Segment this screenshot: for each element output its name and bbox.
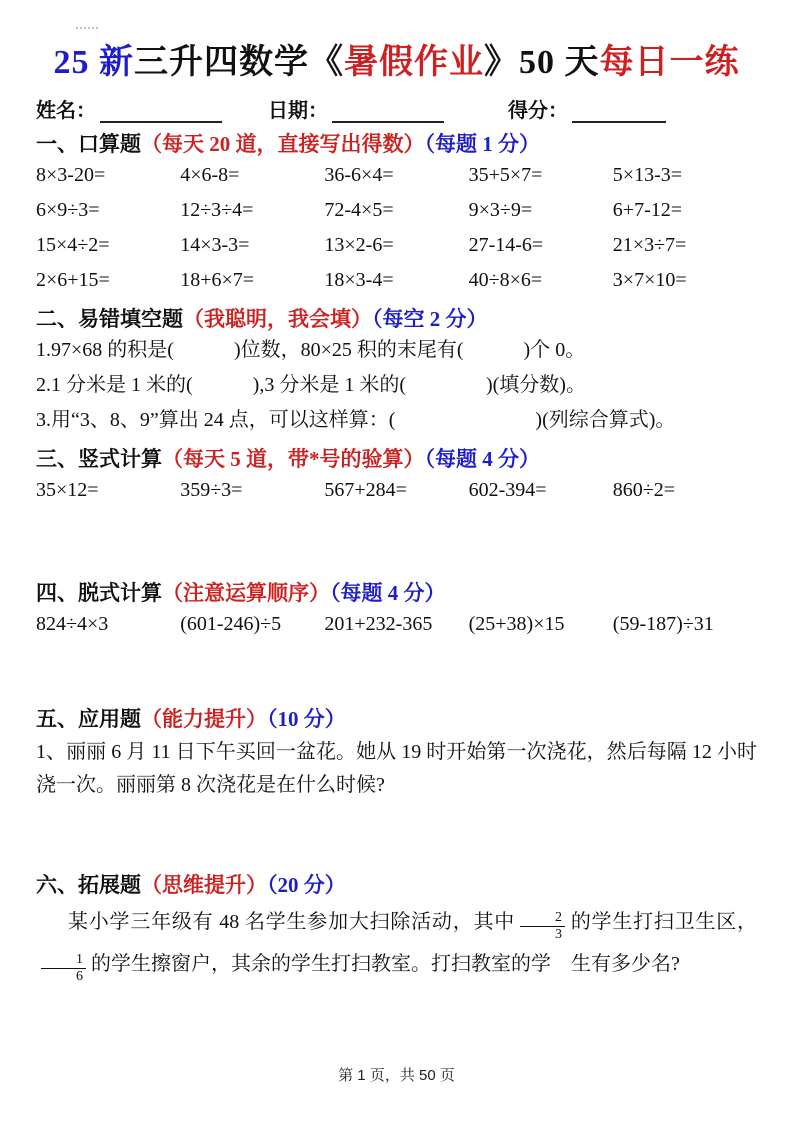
vertical-calc-problem: 602-394= [468, 479, 547, 502]
fraction-one-sixth [41, 953, 86, 985]
step-calc-problem: (25+38)×15 [468, 613, 565, 636]
extension-text-part: 的学生擦窗户，其余的学生打扫教室。打扫教室的学 生有多少名? [91, 953, 680, 976]
oral-problem: 36-6×4= [324, 164, 394, 187]
fill-blank-list [36, 333, 757, 438]
fill-blank-item: 2.1 分米是 1 米的( ),3 分米是 1 米的( )(填分数)。 [36, 374, 586, 397]
oral-problem: 4×6-8= [180, 164, 240, 187]
fraction-numerator: 2 [520, 911, 565, 928]
step-calc-problem: (59-187)÷31 [612, 613, 714, 636]
step-calc-problem: 201+232-365 [324, 613, 433, 636]
section6-note-blue: （20 分） [267, 873, 346, 898]
title-part-grade: 三升四数学《 [134, 44, 344, 81]
oral-problem: 8×3-20= [36, 164, 106, 187]
fraction-denominator: 3 [555, 927, 563, 943]
date-field [268, 94, 444, 123]
fill-blank-item: 3.用“3、8、9”算出 24 点，可以这样算：( )(列综合算式)。 [36, 409, 676, 432]
name-field [36, 94, 222, 123]
word-problem-text: 1、丽丽 6 月 11 日下午买回一盆花。她从 19 时开始第一次浇花，然后每隔 12 小时浇一次。丽丽第 8 次浇花是在什么时候? [36, 741, 757, 797]
section5-title: 五、应用题 [36, 707, 141, 732]
fraction-two-thirds [520, 911, 565, 943]
step-calc-row [36, 607, 757, 642]
section1-title: 一、口算题 [36, 132, 141, 157]
title-part-year: 25 新 [53, 44, 134, 81]
date-label: 日期： [268, 100, 328, 123]
section2-note-red: （我聪明，我会填） [183, 307, 372, 332]
work-space [36, 508, 757, 572]
section5-heading [36, 705, 757, 733]
score-label: 得分： [508, 100, 568, 123]
oral-problem: 9×3÷9= [468, 199, 533, 222]
score-blank-line [572, 99, 666, 123]
section4-note-red: （注意运算顺序） [162, 581, 330, 606]
oral-calc-grid [36, 158, 757, 298]
oral-problem: 35+5×7= [468, 164, 543, 187]
info-line [36, 89, 757, 123]
extension-text-part: 某小学三年级有 48 名学生参加大扫除活动，其中 [68, 911, 516, 934]
vertical-calc-row [36, 473, 757, 508]
vertical-calc-problem: 860÷2= [612, 479, 676, 502]
vertical-calc-problem: 567+284= [324, 479, 407, 502]
date-blank-line [332, 99, 444, 123]
oral-problem: 72-4×5= [324, 199, 394, 222]
section4-note-blue: （每题 4 分） [330, 581, 446, 606]
page-footer: 第 1 页，共 50 页 [338, 1067, 455, 1084]
step-calc-problem: 824÷4×3 [36, 613, 109, 636]
oral-problem: 2×6+15= [36, 269, 110, 292]
section5-note-red: （能力提升） [141, 707, 267, 732]
fraction-denominator: 6 [76, 969, 83, 985]
name-blank-line [100, 99, 222, 123]
section3-note-red: （每天 5 道，带*号的验算） [162, 447, 425, 472]
section2-title: 二、易错填空题 [36, 307, 183, 332]
title-part-daily: 每日一练 [599, 44, 740, 81]
page-title [36, 44, 757, 81]
section3-heading [36, 445, 757, 473]
section2-heading [36, 305, 757, 333]
scan-artifact [76, 22, 98, 29]
section3-title: 三、竖式计算 [36, 447, 162, 472]
oral-problem: 21×3÷7= [612, 234, 687, 257]
step-calc-problem: (601-246)÷5 [180, 613, 282, 636]
title-part-homework: 暑假作业 [344, 44, 484, 81]
score-field [508, 94, 666, 123]
section6-title: 六、拓展题 [36, 873, 141, 898]
section3-note-blue: （每题 4 分） [424, 447, 540, 472]
oral-problem: 15×4÷2= [36, 234, 110, 257]
fraction-numerator: 1 [41, 953, 86, 970]
section1-note-red: （每天 20 道，直接写出得数） [141, 132, 425, 157]
oral-problem: 6+7-12= [612, 199, 683, 222]
work-space [36, 642, 757, 698]
oral-problem: 40÷8×6= [468, 269, 543, 292]
vertical-calc-problem: 35×12= [36, 479, 99, 502]
oral-problem: 27-14-6= [468, 234, 544, 257]
section4-heading [36, 579, 757, 607]
section6-note-red: （思维提升） [141, 873, 267, 898]
section5-note-blue: （10 分） [267, 707, 346, 732]
extension-problem-text [36, 901, 757, 985]
oral-problem: 3×7×10= [612, 269, 687, 292]
oral-problem: 5×13-3= [612, 164, 683, 187]
section4-title: 四、脱式计算 [36, 581, 162, 606]
vertical-calc-problem: 359÷3= [180, 479, 243, 502]
oral-problem: 12÷3÷4= [180, 199, 254, 222]
fill-blank-item: 1.97×68 的积是( )位数，80×25 积的末尾有( )个 0。 [36, 339, 586, 362]
oral-problem: 6×9÷3= [36, 199, 100, 222]
work-space [36, 802, 757, 864]
section2-note-blue: （每空 2 分） [372, 307, 488, 332]
oral-problem: 18×3-4= [324, 269, 394, 292]
name-label: 姓名： [36, 100, 96, 123]
oral-problem: 18+6×7= [180, 269, 255, 292]
oral-problem: 13×2-6= [324, 234, 394, 257]
section1-heading [36, 130, 757, 158]
section1-note-blue: （每题 1 分） [424, 132, 540, 157]
section6-heading [36, 871, 757, 899]
oral-problem: 14×3-3= [180, 234, 250, 257]
title-part-days: 》50 天 [484, 44, 600, 81]
extension-text-part: 的学生打扫卫生区， [570, 911, 758, 934]
